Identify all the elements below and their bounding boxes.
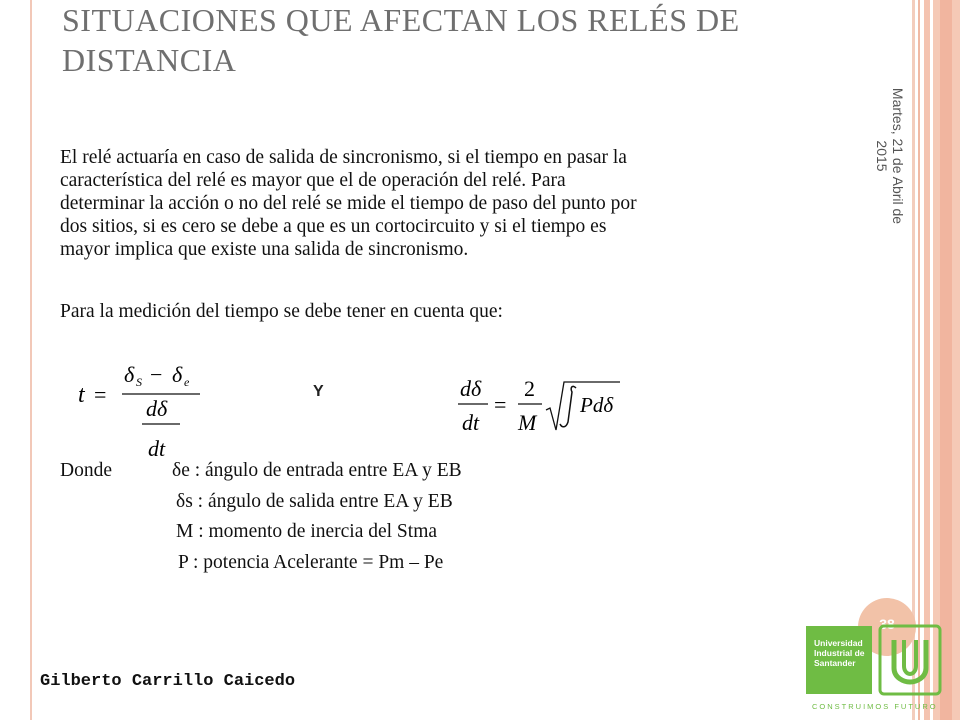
formula-velocity (458, 374, 628, 444)
paragraph-line: determinar la acción o no del relé se mide el tiempo de paso del punto por (60, 193, 637, 214)
formula-time-minus: − (150, 362, 163, 387)
formula-velocity-coef-num: 2 (524, 376, 535, 401)
right-band-mid (924, 0, 930, 720)
formula-time (76, 356, 216, 466)
formula-velocity-integrand: Pdδ (580, 393, 614, 417)
formula-time-num-a-sub: S (136, 375, 142, 389)
slide-title (62, 0, 862, 80)
formula-velocity-svg (458, 374, 628, 444)
formula-velocity-coef-den: M (518, 410, 537, 435)
formula-time-den2: dt (148, 436, 166, 461)
formula-time-equals: = (94, 382, 107, 407)
right-band-inner (940, 0, 952, 720)
body-paragraph (60, 146, 880, 261)
page-number: 38 (879, 616, 895, 632)
formula-time-num-b-sub: e (184, 375, 190, 389)
definition-power: P : potencia Acelerante = Pm – Pe (178, 551, 444, 573)
formula-velocity-num: dδ (460, 376, 482, 401)
definition-moment: M : momento de inercia del Stma (176, 521, 438, 542)
slide-date-line-1: Martes, 21 de Abril de (890, 87, 906, 225)
logo-line-1: Universidad (814, 638, 863, 648)
logo-text-box (806, 626, 872, 694)
slide-title-line-1: SITUACIONES QUE AFECTAN LOS RELÉS DE (62, 2, 740, 38)
formula-time-svg (76, 356, 216, 466)
formula-time-num-b: δ (172, 362, 183, 387)
conjunction-y: Y (313, 383, 324, 400)
formula-time-num-a: δ (124, 362, 135, 387)
where-label: Donde (60, 460, 112, 481)
formula-velocity-den: dt (462, 410, 480, 435)
slide-date-line-2: 2015 (874, 140, 890, 172)
logo-emblem-icon (878, 624, 942, 696)
paragraph-line: El relé actuaría en caso de salida de sincronismo, si el tiempo en pasar la (60, 147, 627, 168)
formula-time-den: dδ (146, 396, 168, 421)
definition-delta-e: δe : ángulo de entrada entre EA y EB (172, 460, 462, 481)
formula-time-lhs: t (78, 382, 85, 408)
paragraph-line: mayor implica que existe una salida de sincronismo. (60, 239, 469, 260)
definition-delta-s: δs : ángulo de salida entre EA y EB (176, 490, 453, 512)
logo-line-3: Santander (814, 658, 856, 668)
formula-velocity-equals: = (494, 392, 507, 417)
right-band-line (918, 0, 920, 720)
university-logo (806, 624, 940, 714)
logo-line-2: Industrial de (814, 648, 865, 658)
logo-tagline: CONSTRUIMOS FUTURO (812, 702, 938, 711)
intro-text: Para la medición del tiempo se debe tener en cuenta que: (60, 301, 503, 322)
footer-author: Gilberto Carrillo Caicedo (40, 672, 296, 691)
paragraph-line: dos sitios, si es cero se debe a que es un cortocircuito y si el tiempo es (60, 216, 607, 237)
right-band-thin (912, 0, 915, 720)
slide-title-line-2: DISTANCIA (62, 42, 237, 78)
paragraph-line: característica del relé es mayor que el de operación del relé. Para (60, 170, 566, 191)
left-margin-rule (30, 0, 32, 720)
